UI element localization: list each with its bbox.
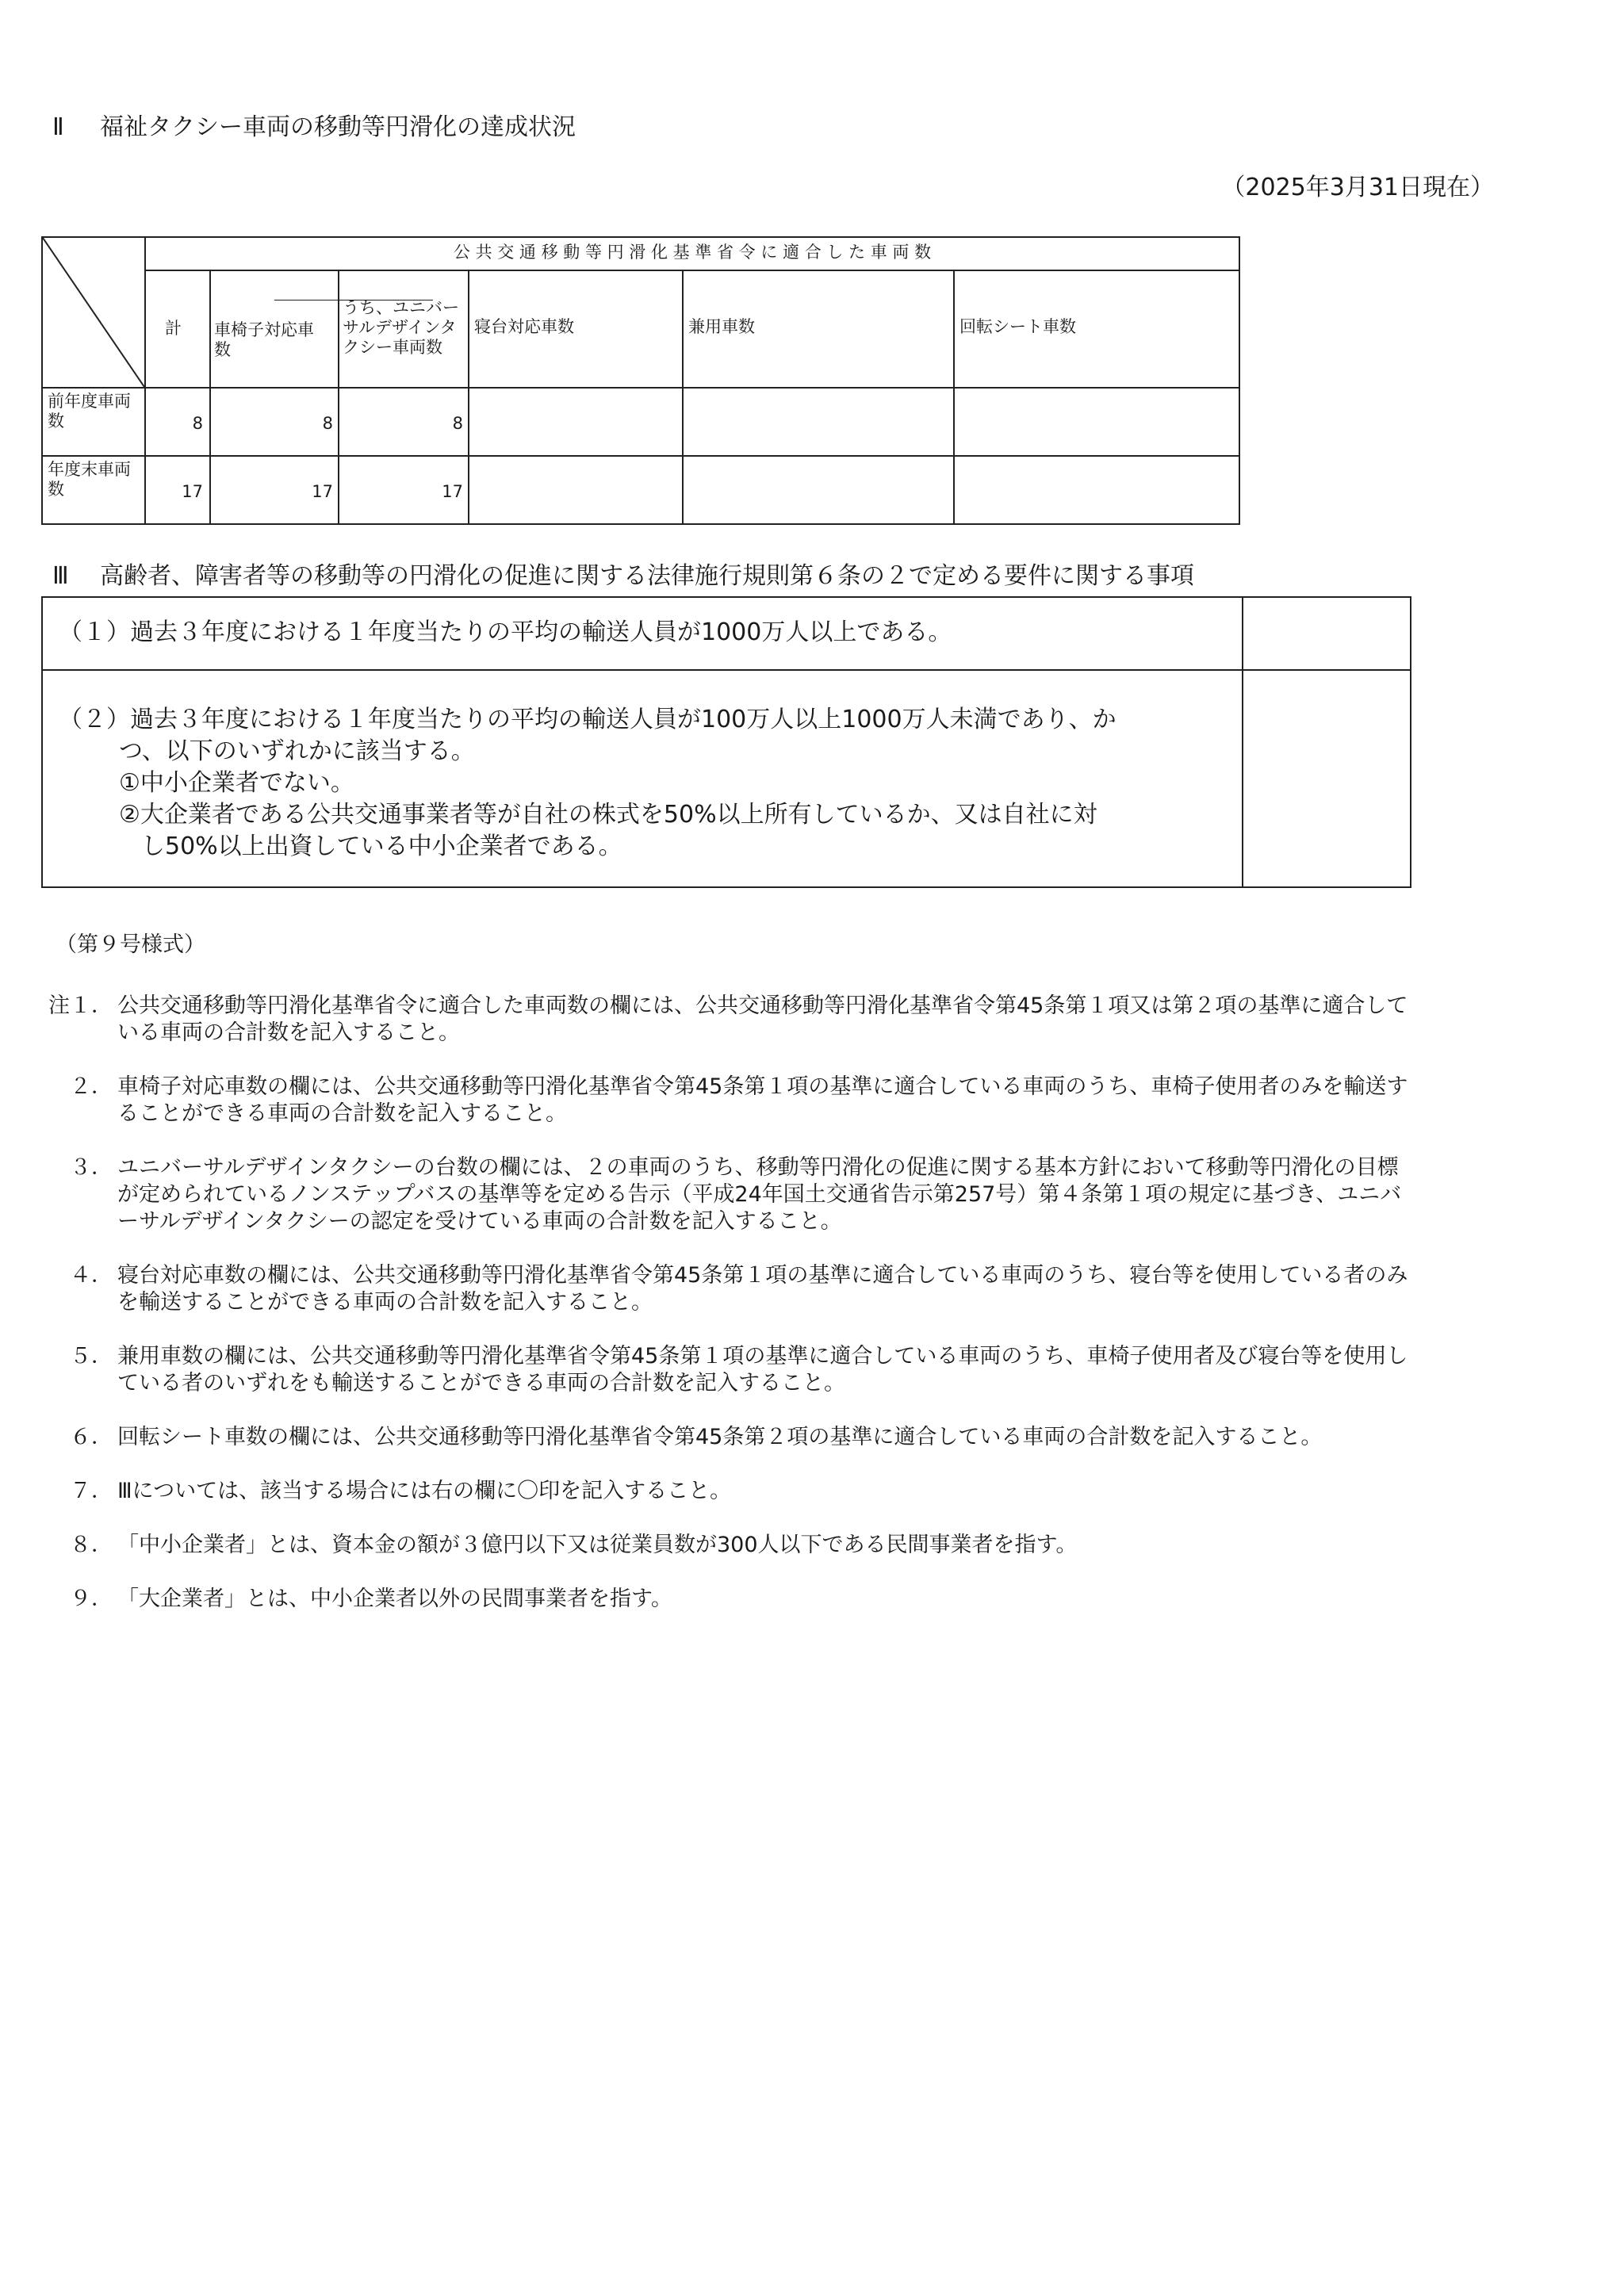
section-3-title: 高齢者、障害者等の移動等の円滑化の促進に関する法律施行規則第６条の２で定める要件に関する事項 xyxy=(100,562,1194,590)
section-2-heading xyxy=(52,113,576,143)
note-item: ３． ユニバーサルデザインタクシーの台数の欄には、２の車両のうち、移動等円滑化の促進に関する基本方針において移動等円滑化の目標が定められているノンステップバスの基準等を定める告示（平成24年国土交通省告示第257号）第４条第１項の規定に基づき、ユニバーサルデザインタクシーの認定を受けている車両の合計数を記入すること。 xyxy=(70,1155,1402,1234)
notes-list xyxy=(48,993,1419,1640)
header-combined: 兼用車数 xyxy=(688,317,755,336)
requirement-2 xyxy=(59,704,1232,863)
header-bed: 寝台対応車数 xyxy=(474,317,574,336)
note-item: ５． 兼用車数の欄には、公共交通移動等円滑化基準省令第45条第１項の基準に適合している車両のうち、車椅子使用者及び寝台等を使用している者のいずれをも輸送することができる車両の合計数を記入すること。 xyxy=(70,1344,1408,1395)
cell-previous-wheelchair: 8 xyxy=(322,414,333,433)
note-item: ６． 回転シート車数の欄には、公共交通移動等円滑化基準省令第45条第２項の基準に適合している車両の合計数を記入すること。 xyxy=(70,1425,1323,1449)
requirement-1: （１）過去３年度における１年度当たりの平均の輸送人員が1000万人以上である。 xyxy=(59,618,952,646)
note-item: ４． 寝台対応車数の欄には、公共交通移動等円滑化基準省令第45条第１項の基準に適合している車両のうち、寝台等を使用している者のみを輸送することができる車両の合計数を記入すること。 xyxy=(70,1263,1408,1315)
as-of-date: （2025年3月31日現在） xyxy=(1221,174,1494,201)
cell-year-end-total: 17 xyxy=(182,482,203,501)
requirement-2-line-2: つ、以下のいずれかに該当する。 xyxy=(119,737,475,765)
form-number-label: （第９号様式） xyxy=(56,932,205,957)
requirement-2-sub-2-line-1: ②大企業者である公共交通事業者等が自社の株式を50%以上所有しているか、又は自社に対 xyxy=(119,801,1097,829)
header-ud-taxi: うち、ユニバーサルデザインタクシー車両数 xyxy=(343,298,459,357)
row-label-year-end: 年度末車両数 xyxy=(48,460,131,499)
cell-previous-ud: 8 xyxy=(452,414,463,433)
cell-year-end-wheelchair: 17 xyxy=(312,482,333,501)
note-item: ２． 車椅子対応車数の欄には、公共交通移動等円滑化基準省令第45条第１項の基準に適合している車両のうち、車椅子使用者のみを輸送することができる車両の合計数を記入すること。 xyxy=(70,1074,1408,1126)
requirements-table xyxy=(41,596,1411,888)
section-2-number: Ⅱ xyxy=(52,113,64,141)
section-2-title: 福祉タクシー車両の移動等円滑化の達成状況 xyxy=(100,113,576,141)
cell-previous-total: 8 xyxy=(192,414,203,433)
requirement-2-sub-1: ①中小企業者でない。 xyxy=(119,769,354,797)
header-rotating: 回転シート車数 xyxy=(959,317,1076,336)
requirement-2-line-1: （２）過去３年度における１年度当たりの平均の輸送人員が100万人以上1000万人未満であり、か xyxy=(59,706,1116,733)
group-header: 公 共 交 通 移 動 等 円 滑 化 基 準 省 令 に 適 合 し た 車 両 数 xyxy=(453,243,932,262)
note-item: ９． 「大企業者」とは、中小企業者以外の民間事業者を指す。 xyxy=(70,1587,672,1611)
requirement-2-sub-2-line-2: し50%以上出資している中小企業者である。 xyxy=(141,833,622,860)
row-label-previous: 前年度車両数 xyxy=(48,392,131,431)
diagonal-header-cell xyxy=(43,238,144,387)
vehicle-count-table xyxy=(41,236,1240,525)
header-total: 計 xyxy=(165,319,182,338)
note-item: ７． Ⅲについては、該当する場合には右の欄に〇印を記入すること。 xyxy=(70,1479,732,1503)
cell-year-end-ud: 17 xyxy=(442,482,463,501)
section-3-heading xyxy=(52,561,1194,591)
note-item: 注１． 公共交通移動等円滑化基準省令に適合した車両数の欄には、公共交通移動等円滑化基準省令第45条第１項又は第２項の基準に適合している車両の合計数を記入すること。 xyxy=(48,993,1408,1045)
note-item: ８． 「中小企業者」とは、資本金の額が３億円以下又は従業員数が300人以下である民間事業者を指す。 xyxy=(70,1533,1078,1557)
header-wheelchair: 車椅子対応車数 xyxy=(214,320,314,359)
section-3-number: Ⅲ xyxy=(52,562,69,590)
